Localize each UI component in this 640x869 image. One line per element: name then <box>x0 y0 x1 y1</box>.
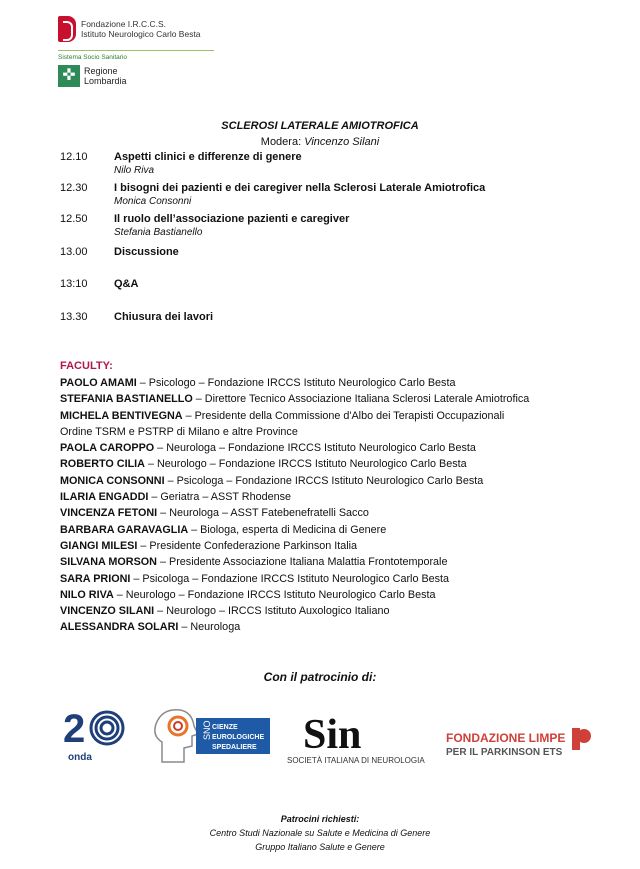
faculty-item <box>60 505 620 521</box>
program-time: 13.00 <box>60 246 88 258</box>
faculty-name: PAOLA CAROPPO <box>60 442 155 455</box>
sin-logo <box>285 702 427 768</box>
faculty-list <box>60 375 620 636</box>
sistema-socio-sanitario: Sistema Socio Sanitario <box>58 54 128 61</box>
program-time: 12.30 <box>60 182 88 194</box>
faculty-desc: – Psicologa – Fondazione IRCCS Istituto Neurologico Carlo Besta <box>164 474 484 487</box>
limpe-logo <box>444 702 594 768</box>
faculty-name: VINCENZA FETONI <box>60 507 158 520</box>
lombardia-line1: Regione <box>84 66 118 76</box>
faculty-desc: – Geriatra – ASST Rhodense <box>148 491 292 504</box>
sno-brain-icon <box>169 717 187 735</box>
lombardia-line2: Lombardia <box>84 76 127 86</box>
faculty-name: ILARIA ENGADDI <box>60 491 149 504</box>
faculty-item <box>60 603 620 619</box>
sno-line1: CIENZE <box>212 724 238 731</box>
faculty-item <box>60 408 620 424</box>
onda-20-mark: 2 <box>63 707 86 751</box>
limpe-lp-icon <box>572 728 591 750</box>
faculty-name: GIANGI MILESI <box>60 539 138 552</box>
footer <box>0 812 640 854</box>
patronage-heading: Con il patrocinio di: <box>263 670 377 684</box>
sin-wordmark: Sin <box>303 712 362 758</box>
faculty-name: SARA PRIONI <box>60 572 131 585</box>
program-speaker: Nilo Riva <box>114 165 155 176</box>
session-title: SCLEROSI LATERALE AMIOTROFICA <box>221 120 419 132</box>
faculty-item <box>60 440 620 456</box>
sno-line2: EUROLOGICHE <box>212 734 265 741</box>
program-time: 13:10 <box>60 278 88 290</box>
faculty-item <box>60 587 620 603</box>
faculty-item <box>60 473 620 489</box>
onda-wave-icon <box>91 712 123 744</box>
program-title: Chiusura dei lavori <box>114 311 214 323</box>
program-title: Aspetti clinici e differenze di genere <box>114 151 302 163</box>
sno-letters: SNO <box>202 720 212 740</box>
program-time: 13.30 <box>60 311 88 323</box>
faculty-item <box>60 538 620 554</box>
header-logos <box>58 16 214 87</box>
faculty-desc: – Neurologa – Fondazione IRCCS Istituto Neurologico Carlo Besta <box>154 442 476 455</box>
limpe-line1: FONDAZIONE LIMPE <box>446 731 566 745</box>
faculty-item <box>60 522 620 538</box>
moderator-line <box>0 136 640 148</box>
footer-line1: Centro Studi Nazionale su Salute e Medicina di Genere <box>209 828 431 838</box>
sno-line3: SPEDALIERE <box>212 744 257 751</box>
program-time: 12.10 <box>60 151 88 163</box>
onda-logo <box>60 702 130 768</box>
faculty-desc: – Presidente Associazione Italiana Malattia Frontotemporale <box>156 556 448 569</box>
faculty-desc: Ordine TSRM e PSTRP di Milano e altre Province <box>60 425 298 438</box>
faculty-name: VINCENZO SILANI <box>60 605 155 618</box>
faculty-desc: – Neurologo – Fondazione IRCCS Istituto Neurologico Carlo Besta <box>144 458 467 471</box>
faculty-name: ALESSANDRA SOLARI <box>60 621 179 634</box>
sin-subtitle: SOCIETÀ ITALIANA DI NEUROLOGIA <box>287 756 425 765</box>
program-title: Discussione <box>114 246 179 258</box>
faculty-name: NILO RIVA <box>60 588 114 601</box>
faculty-item <box>60 619 620 635</box>
faculty-name: SILVANA MORSON <box>60 556 157 569</box>
footer-heading: Patrocini richiesti: <box>280 814 360 824</box>
footer-line2: Gruppo Italiano Salute e Genere <box>255 842 385 852</box>
sno-logo <box>148 702 272 768</box>
program-title: I bisogni dei pazienti e dei caregiver nella Sclerosi Laterale Amiotrofica <box>114 182 486 194</box>
faculty-name: BARBARA GARAVAGLIA <box>60 523 189 536</box>
faculty-desc: – Biologa, esperta di Medicina di Genere <box>188 523 387 536</box>
faculty-item <box>60 375 620 391</box>
besta-name-line2: Istituto Neurologico Carlo Besta <box>81 29 201 39</box>
faculty-name: MICHELA BENTIVEGNA <box>60 409 183 422</box>
faculty-desc: – Psicologa – Fondazione IRCCS Istituto Neurologico Carlo Besta <box>130 572 450 585</box>
faculty-desc: – Presidente Confederazione Parkinson Italia <box>137 539 358 552</box>
moderator-name: Vincenzo Silani <box>304 136 380 148</box>
faculty-desc: – Presidente della Commissione d'Albo dei Terapisti Occupazionali <box>182 409 505 422</box>
faculty-item <box>60 554 620 570</box>
faculty-desc: – Neurologo – Fondazione IRCCS Istituto Neurologico Carlo Besta <box>113 588 436 601</box>
faculty-desc: – Direttore Tecnico Associazione Italiana Sclerosi Laterale Amiotrofica <box>192 393 530 406</box>
faculty-name: MONICA CONSONNI <box>60 474 165 487</box>
program-title: Il ruolo dell’associazione pazienti e caregiver <box>114 213 350 225</box>
faculty-item <box>60 391 620 407</box>
besta-name-line1: Fondazione I.R.C.C.S. <box>81 19 167 29</box>
program-time: 12.50 <box>60 213 88 225</box>
limpe-line2: PER IL PARKINSON ETS <box>446 747 563 758</box>
program-speaker: Monica Consonni <box>114 196 192 207</box>
faculty-name: ROBERTO CILIA <box>60 458 145 471</box>
program-title: Q&A <box>114 278 139 290</box>
faculty-desc: – Neurologa – ASST Fatebenefratelli Sacco <box>157 507 369 520</box>
besta-logo-mark <box>58 16 76 42</box>
faculty-item <box>60 571 620 587</box>
moderator-label: Modera: <box>260 136 302 148</box>
faculty-name: STEFANIA BASTIANELLO <box>60 393 193 406</box>
faculty-heading: FACULTY: <box>60 360 113 372</box>
faculty-item <box>60 456 620 472</box>
faculty-item <box>60 424 620 440</box>
lombardia-logo <box>58 65 214 87</box>
faculty-desc: – Neurologa <box>178 621 241 634</box>
faculty-item <box>60 489 620 505</box>
faculty-desc: – Psicologo – Fondazione IRCCS Istituto Neurologico Carlo Besta <box>136 377 456 389</box>
faculty-desc: – Neurologo – IRCCS Istituto Auxologico Italiano <box>154 605 390 618</box>
onda-text: onda <box>68 752 92 763</box>
lombardia-cross-icon: ✜ <box>58 65 80 87</box>
program-speaker: Stefania Bastianello <box>114 227 203 238</box>
faculty-name: PAOLO AMAMI <box>60 377 137 389</box>
besta-logo <box>58 16 214 42</box>
header-divider <box>58 50 214 51</box>
